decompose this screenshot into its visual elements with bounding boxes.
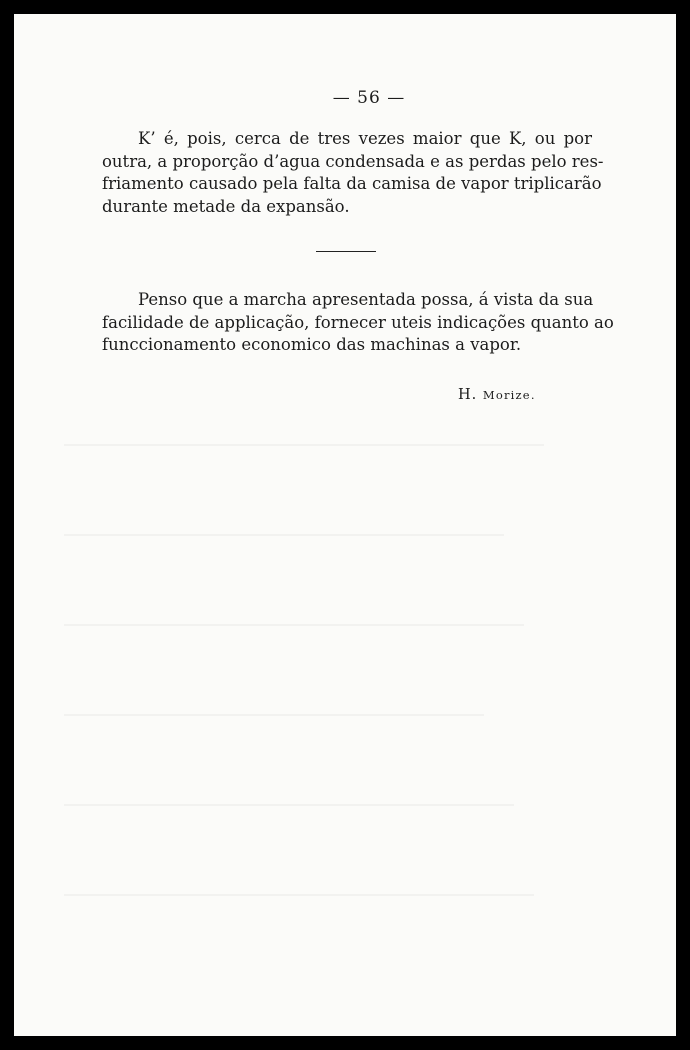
bleed-through-mark	[64, 714, 484, 716]
author-initial: H.	[458, 387, 478, 403]
paragraph-line: durante metade da expansão.	[102, 196, 350, 216]
paragraph-line: funccionamento economico das machinas a vapor.	[102, 335, 522, 354]
section-divider	[316, 251, 376, 252]
author-name: Morize.	[482, 388, 536, 402]
document-page	[14, 14, 676, 1036]
paragraph-line: K’ é, pois, cerca de tres vezes maior que K, ou por	[138, 129, 592, 148]
bleed-through-mark	[64, 534, 504, 536]
bleed-through-mark	[64, 444, 544, 446]
bleed-through-mark	[64, 624, 524, 626]
paragraph-conclusion	[102, 128, 604, 218]
paragraph-line: friamento causado pela falta da camisa de vapor triplicarão	[102, 174, 602, 193]
page-number: — 56 —	[332, 88, 406, 108]
paragraph-line: facilidade de applicação, fornecer uteis indicações quanto ao	[102, 312, 614, 332]
bleed-through-mark	[64, 894, 534, 896]
paragraph-line: outra, a proporção d’agua condensada e as perdas pelo res-	[102, 151, 604, 171]
paragraph-closing	[102, 289, 614, 357]
author-signature	[458, 387, 536, 403]
paragraph-line: Penso que a marcha apresentada possa, á vista da sua	[138, 290, 594, 309]
bleed-through-mark	[64, 804, 514, 806]
